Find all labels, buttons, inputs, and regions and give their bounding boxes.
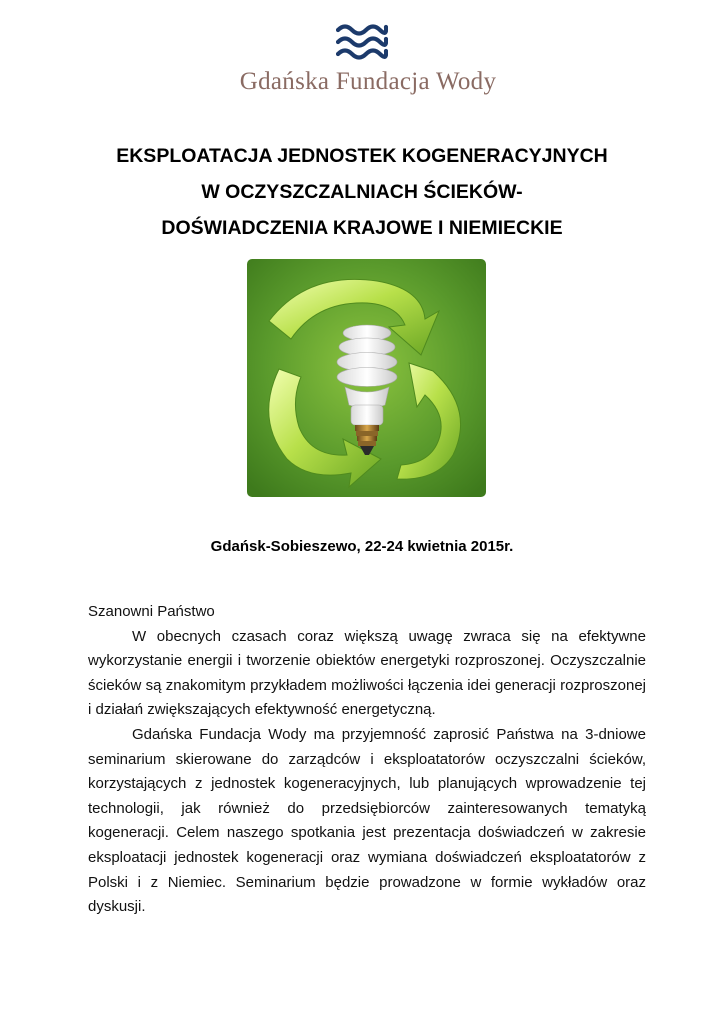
event-location-date: Gdańsk-Sobieszewo, 22-24 kwietnia 2015r. — [210, 538, 514, 555]
title-line-3: DOŚWIADCZENIA KRAJOWE I NIEMIECKIE — [161, 217, 563, 239]
page-title — [0, 138, 724, 246]
recycle-lightbulb-icon — [247, 259, 486, 497]
letter-body — [88, 600, 646, 920]
waves-icon — [336, 22, 388, 62]
title-line-1: EKSPLOATACJA JEDNOSTEK KOGENERACYJNYCH — [116, 145, 608, 167]
paragraph-2: Gdańska Fundacja Wody ma przyjemność zaprosić Państwa na 3-dniowe seminarium skierowane do zarządców i eksploatatorów oczyszczalni ścieków, korzystających z jednostek kogeneracyjnych, lub planujących wprowadzenie tej technologii, jak również do przedsiębiorców zainteresowanych tematyką kogeneracji. Celem naszego spotkania jest prezentacja doświadczeń w zakresie eksploatacji jednostek kogeneracji oraz wymiana doświadczeń eksploatatorów z Polski i z Niemiec. Seminarium będzie prowadzone w formie wykładów oraz dyskusji. — [88, 725, 646, 916]
salutation: Szanowni Państwo — [88, 603, 215, 620]
title-line-2: W OCZYSZCZALNIACH ŚCIEKÓW- — [201, 181, 523, 203]
paragraph-1: W obecnych czasach coraz większą uwagę zwraca się na efektywne wykorzystanie energii i tworzenie obiektów energetyki rozproszonej. Oczyszczalnie ścieków są znakomitym przykładem możliwości łączenia idei generacji rozproszonej i działań zwiększających efektywność energetyczną. — [88, 627, 646, 719]
logo — [0, 22, 724, 96]
logo-text: Gdańska Fundacja Wody — [239, 68, 497, 95]
